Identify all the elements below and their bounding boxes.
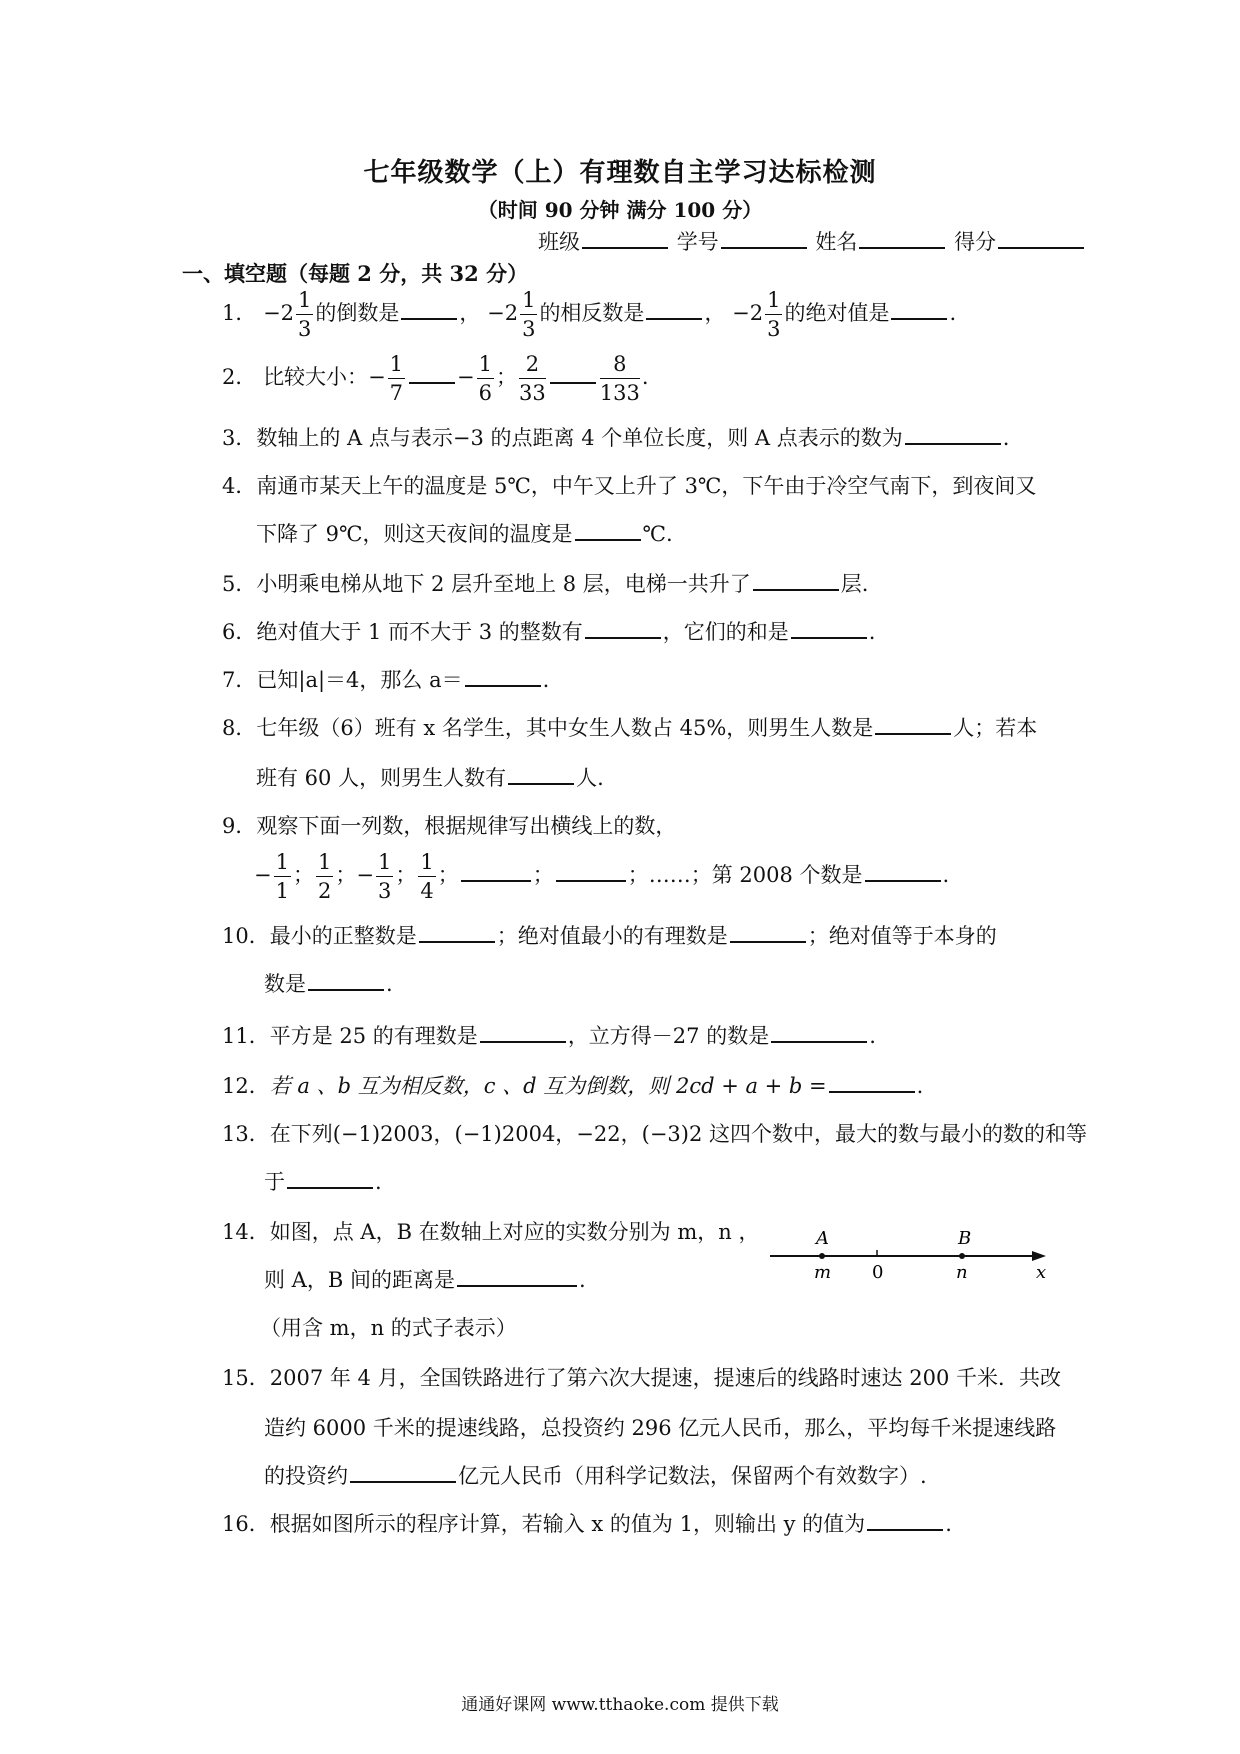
answer-blank[interactable] [401, 300, 457, 320]
answer-blank[interactable] [829, 1073, 915, 1093]
point-b [959, 1253, 965, 1259]
answer-blank[interactable] [891, 300, 947, 320]
answer-blank[interactable] [875, 715, 951, 735]
question-7: 7．已知|a|＝4，那么 a＝ . [222, 668, 550, 692]
label-a: A [816, 1228, 829, 1249]
student-id-blank[interactable] [721, 227, 807, 249]
mixed-number-whole: −2 [263, 301, 295, 325]
question-14-line-3: （用含 m，n 的式子表示） [260, 1316, 517, 1340]
question-10-line-2: 数是 . [264, 972, 393, 996]
question-8: 8．七年级（6）班有 x 名学生，其中女生人数占 45%，则男生人数是 人；若本 [222, 716, 1038, 740]
question-12: 12．若 a 、b 互为相反数，c 、d 互为倒数，则 2cd + a + b = . [222, 1074, 924, 1098]
answer-blank[interactable] [461, 862, 531, 882]
section-title: 一、填空题（每题 2 分，共 32 分） [182, 261, 529, 286]
label-zero: 0 [872, 1262, 884, 1283]
question-15: 15．2007 年 4 月，全国铁路进行了第六次大提速，提速后的线路时速达 200 千米．共改 [222, 1366, 1061, 1390]
answer-blank[interactable] [419, 923, 495, 943]
question-4-line-2: 下降了 9℃，则这天夜间的温度是 ℃. [256, 522, 673, 546]
question-16: 16．根据如图所示的程序计算，若输入 x 的值为 1，则输出 y 的值为 . [222, 1512, 952, 1536]
answer-blank[interactable] [905, 425, 1001, 445]
question-8-line-2: 班有 60 人，则男生人数有 人. [256, 766, 604, 790]
label-b: B [958, 1228, 972, 1249]
fraction: $\frac{1}{3}$ [298, 288, 312, 341]
question-9-sequence: − $\frac{1}{1}$ ； $\frac{1}{2}$ ；− $\frac{1}{3}$ ； $\frac{1}{4}$ ； ； ；……；第 2008 个数是 . [254, 850, 950, 903]
answer-blank[interactable] [409, 364, 455, 384]
class-blank[interactable] [582, 227, 668, 249]
label-m: m [814, 1262, 832, 1283]
question-5: 5．小明乘电梯从地下 2 层升至地上 8 层，电梯一共升了 层. [222, 572, 869, 596]
question-10: 10．最小的正整数是 ；绝对值最小的有理数是 ；绝对值等于本身的 [222, 924, 997, 948]
point-a [819, 1253, 825, 1259]
answer-blank[interactable] [867, 1511, 943, 1531]
answer-blank[interactable] [556, 862, 626, 882]
answer-blank[interactable] [508, 765, 574, 785]
answer-blank[interactable] [550, 364, 596, 384]
question-14: 14．如图，点 A，B 在数轴上对应的实数分别为 m，n ， [222, 1220, 760, 1244]
answer-blank[interactable] [575, 521, 641, 541]
name-blank[interactable] [859, 227, 945, 249]
score-blank[interactable] [998, 227, 1084, 249]
answer-blank[interactable] [791, 619, 867, 639]
question-number: 1． [222, 301, 257, 325]
answer-blank[interactable] [465, 667, 541, 687]
label-x: x [1036, 1262, 1047, 1283]
answer-blank[interactable] [287, 1169, 373, 1189]
label-n: n [956, 1262, 968, 1283]
number-line-figure [770, 1228, 1050, 1300]
answer-blank[interactable] [585, 619, 661, 639]
question-6: 6．绝对值大于 1 而不大于 3 的整数有 ，它们的和是 . [222, 620, 876, 644]
question-number: 2． [222, 365, 257, 389]
student-info-row [538, 226, 1086, 256]
student-id-label: 学号 [676, 230, 719, 254]
question-9: 9．观察下面一列数，根据规律写出横线上的数， [222, 814, 677, 838]
answer-blank[interactable] [480, 1023, 566, 1043]
question-11: 11．平方是 25 的有理数是 ，立方得－27 的数是 . [222, 1024, 876, 1048]
question-14-line-2: 则 A，B 间的距离是 . [264, 1268, 586, 1292]
question-3: 3．数轴上的 A 点与表示−3 的点距离 4 个单位长度，则 A 点表示的数为 . [222, 426, 1010, 450]
arrow-head-icon [1032, 1251, 1046, 1261]
answer-blank[interactable] [730, 923, 806, 943]
answer-blank[interactable] [753, 571, 839, 591]
question-13: 13．在下列(−1)2003，(−1)2004，−22，(−3)2 这四个数中，最大的数与最小的数的和等 [222, 1122, 1087, 1146]
footer-credit: 通通好课网 www.tthaoke.com 提供下载 [461, 1695, 779, 1715]
answer-blank[interactable] [457, 1267, 577, 1287]
answer-blank[interactable] [771, 1023, 867, 1043]
question-1: 1． −2 $\frac{1}{3}$ 的倒数是 ， −2 $\frac{1}{3}$ 的相反数是 ， −2 $\frac{1}{3}$ 的绝对值是 . [222, 288, 957, 341]
answer-blank[interactable] [350, 1463, 456, 1483]
name-label: 姓名 [815, 230, 858, 254]
question-15-line-2: 造约 6000 千米的提速线路，总投资约 296 亿元人民币，那么，平均每千米提速线路 [264, 1416, 1057, 1440]
class-label: 班级 [538, 230, 580, 254]
question-2: 2． 比较大小：− $\frac{1}{7}$ − $\frac{1}{6}$ ； $\frac{2}{33}$ $\frac{8}{133}$ . [222, 352, 649, 405]
answer-blank[interactable] [865, 862, 941, 882]
score-label: 得分 [954, 230, 997, 254]
page-subtitle: （时间 90 分钟 满分 100 分） [477, 198, 763, 222]
question-4: 4．南通市某天上午的温度是 5℃，中午又上升了 3℃，下午由于冷空气南下，到夜间又 [222, 474, 1037, 498]
answer-blank[interactable] [646, 300, 702, 320]
question-13-line-2: 于 . [264, 1170, 382, 1194]
page-title: 七年级数学（上）有理数自主学习达标检测 [363, 158, 877, 188]
question-15-line-3: 的投资约 亿元人民币（用科学记数法，保留两个有效数字）. [264, 1464, 927, 1488]
answer-blank[interactable] [308, 971, 384, 991]
